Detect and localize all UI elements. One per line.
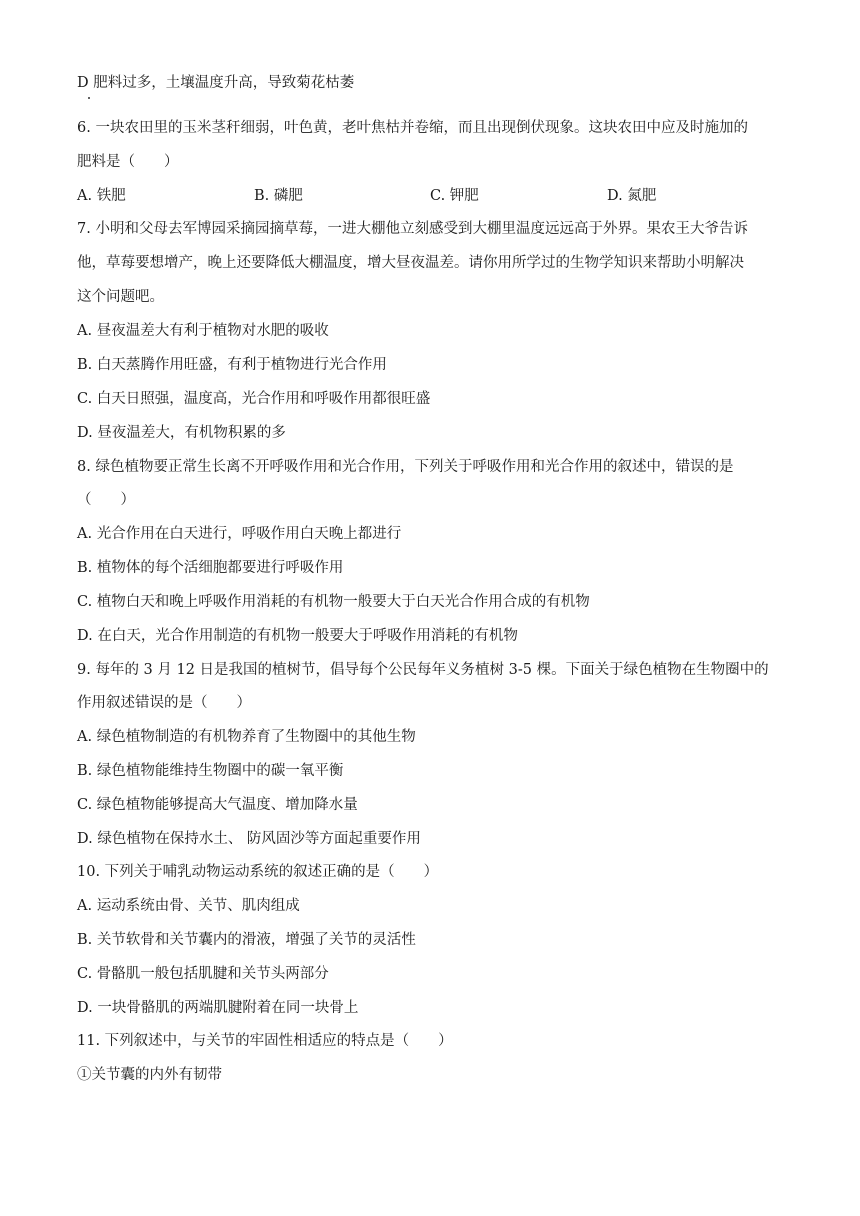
q6-option-c: C. 钾肥 [430, 188, 479, 204]
q10-stem: 10. 下列关于哺乳动物运动系统的叙述正确的是（ ） [77, 864, 439, 880]
q9-option-a: A. 绿色植物制造的有机物养育了生物圈中的其他生物 [77, 729, 416, 745]
q6-option-a: A. 铁肥 [77, 188, 126, 204]
q6-option-d: D. 氮肥 [607, 188, 657, 204]
q8-stem-line-1: 8. 绿色植物要正常生长离不开呼吸作用和光合作用，下列关于呼吸作用和光合作用的叙述中，错误的是 [77, 459, 734, 475]
q9-stem-line-1: 9. 每年的 3 月 12 日是我国的植树节，倡导每个公民每年义务植树 3-5 棵。下面关于绿色植物在生物圈中的 [77, 662, 769, 678]
q5-option-d: D 肥料过多，土壤温度升高，导致菊花枯萎 [77, 75, 355, 91]
q6-stem-line-1: 6. 一块农田里的玉米茎秆细弱，叶色黄，老叶焦枯并卷缩，而且出现倒伏现象。这块农田中应及时施加的 [77, 120, 748, 136]
q6-stem-line-2: 肥料是（ ） [77, 154, 179, 170]
q8-stem-line-2: （ ） [77, 492, 135, 508]
q7-option-c: C. 白天日照强，温度高，光合作用和呼吸作用都很旺盛 [77, 391, 431, 407]
emphasis-dot [88, 97, 90, 99]
q11-item-1: ①关节囊的内外有韧带 [77, 1067, 222, 1083]
q7-option-a: A. 昼夜温差大有利于植物对水肥的吸收 [77, 323, 329, 339]
q11-stem: 11. 下列叙述中，与关节的牢固性相适应的特点是（ ） [77, 1033, 453, 1049]
q7-stem-line-3: 这个问题吧。 [77, 289, 164, 305]
q7-option-d: D. 昼夜温差大，有机物积累的多 [77, 425, 286, 441]
q7-stem-line-1: 7. 小明和父母去军博园采摘园摘草莓，一进大棚他立刻感受到大棚里温度远远高于外界。果农王大爷告诉 [77, 221, 748, 237]
q8-option-c: C. 植物白天和晚上呼吸作用消耗的有机物一般要大于白天光合作用合成的有机物 [77, 594, 590, 610]
q9-option-d: D. 绿色植物在保持水土、 防风固沙等方面起重要作用 [77, 831, 421, 847]
q7-option-b: B. 白天蒸腾作用旺盛，有利于植物进行光合作用 [77, 357, 387, 373]
q8-option-a: A. 光合作用在白天进行，呼吸作用白天晚上都进行 [77, 526, 402, 542]
q10-option-a: A. 运动系统由骨、关节、肌肉组成 [77, 898, 300, 914]
q6-option-b: B. 磷肥 [254, 188, 303, 204]
q8-option-d: D. 在白天，光合作用制造的有机物一般要大于呼吸作用消耗的有机物 [77, 628, 518, 644]
q10-option-c: C. 骨骼肌一般包括肌腱和关节头两部分 [77, 966, 329, 982]
q10-option-d: D. 一块骨骼肌的两端肌腱附着在同一块骨上 [77, 1000, 359, 1016]
q7-stem-line-2: 他，草莓要想增产，晚上还要降低大棚温度，增大昼夜温差。请你用所学过的生物学知识来帮助小明解决 [77, 255, 744, 271]
q10-option-b: B. 关节软骨和关节囊内的滑液，增强了关节的灵活性 [77, 932, 416, 948]
q9-option-c: C. 绿色植物能够提高大气温度、增加降水量 [77, 797, 358, 813]
q8-option-b: B. 植物体的每个活细胞都要进行呼吸作用 [77, 560, 344, 576]
q9-stem-line-2: 作用叙述错误的是（ ） [77, 695, 251, 711]
q9-option-b: B. 绿色植物能维持生物圈中的碳一氧平衡 [77, 763, 344, 779]
